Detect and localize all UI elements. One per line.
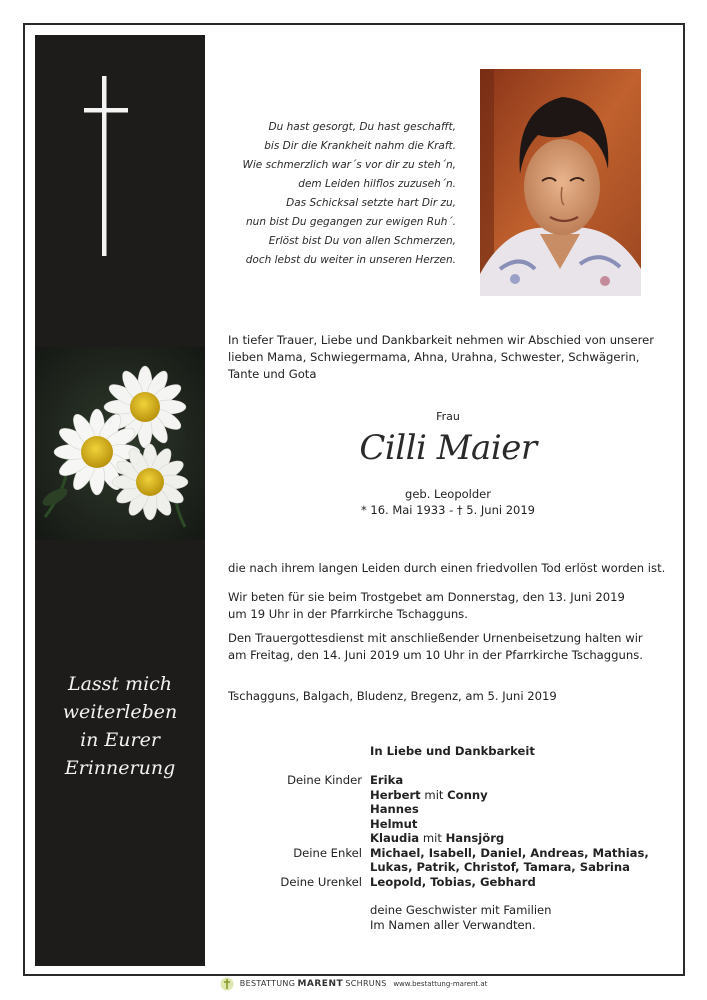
poem	[226, 118, 456, 270]
kinder-label: Deine Kinder	[287, 773, 362, 787]
poem-line: nun bist Du gegangen zur ewigen Ruh´.	[246, 216, 456, 228]
footer-url[interactable]: www.bestattung-marent.at	[393, 980, 488, 988]
intro-line: lieben Mama, Schwiegermama, Ahna, Urahna, Schwester, Schwägerin,	[228, 350, 640, 364]
death-note	[228, 560, 668, 577]
footer	[0, 976, 707, 992]
life-dates: * 16. Mai 1933 - † 5. Juni 2019	[360, 503, 536, 517]
footer-town: SCHRUNS	[345, 979, 387, 988]
footer-brand: MARENT	[297, 979, 344, 989]
intro-line: Tante und Gota	[228, 367, 317, 381]
band-quote-line: in Eurer	[80, 729, 160, 751]
prayer-line: um 19 Uhr in der Pfarrkirche Tschagguns.	[228, 607, 468, 621]
closing-line: Im Namen aller Verwandten.	[370, 917, 536, 932]
prayer-line: Wir beten für sie beim Trostgebet am Donnerstag, den 13. Juni 2019	[228, 590, 625, 604]
prayer-paragraph	[228, 589, 668, 623]
death-note-line: die nach ihrem langen Leiden durch einen friedvollen Tod erlöst worden ist.	[228, 561, 666, 575]
poem-line: bis Dir die Krankheit nahm die Kraft.	[264, 140, 456, 152]
list-item: Lukas, Patrik, Christof, Tamara, Sabrina	[370, 860, 630, 874]
band-quote-line: Lasst mich	[67, 673, 173, 695]
family-heading: In Liebe und Dankbarkeit	[370, 744, 535, 758]
band-quote-line: Erinnerung	[64, 757, 176, 779]
place-date-line: Tschagguns, Balgach, Bludenz, Bregenz, am 5. Juni 2019	[228, 689, 557, 703]
intro-paragraph	[228, 332, 668, 383]
enkel-label: Deine Enkel	[293, 845, 362, 860]
footer-prefix: BESTATTUNG	[239, 979, 296, 988]
intro-line: In tiefer Trauer, Liebe und Dankbarkeit nehmen wir Abschied von unserer	[228, 333, 654, 347]
list-item: Klaudia mit Hansjörg	[370, 831, 505, 845]
closing-line: deine Geschwister mit Familien	[370, 903, 552, 917]
poem-line: dem Leiden hilflos zuzuseh´n.	[298, 178, 456, 190]
deceased-name: Cilli Maier	[359, 428, 537, 468]
list-item: Herbert mit Conny	[370, 787, 488, 802]
list-item: Erika	[370, 773, 404, 787]
service-line: Den Trauergottesdienst mit anschließender Urnenbeisetzung halten wir	[228, 631, 643, 645]
cross-icon	[84, 76, 128, 256]
birth-name: geb. Leopolder	[405, 487, 491, 501]
list-item: Helmut	[370, 816, 418, 831]
poem-line: Erlöst bist Du von allen Schmerzen,	[268, 235, 456, 247]
salutation: Frau	[436, 410, 460, 423]
poem-line: Das Schicksal setzte hart Dir zu,	[286, 197, 456, 209]
service-paragraph	[228, 630, 668, 664]
marent-logo-icon	[220, 977, 234, 991]
band-quote-line: weiterleben	[62, 701, 178, 723]
list-item: Hannes	[370, 802, 419, 816]
poem-line: Du hast gesorgt, Du hast geschafft,	[268, 121, 456, 133]
urenkel-label: Deine Urenkel	[280, 874, 362, 889]
list-item: Michael, Isabell, Daniel, Andreas, Mathias,	[370, 845, 649, 860]
poem-line: Wie schmerzlich war´s vor dir zu steh´n,	[242, 159, 456, 171]
portrait-photo	[480, 69, 641, 296]
service-line: am Freitag, den 14. Juni 2019 um 10 Uhr in der Pfarrkirche Tschagguns.	[228, 648, 643, 662]
poem-line: doch lebst du weiter in unseren Herzen.	[245, 254, 456, 266]
list-item: Leopold, Tobias, Gebhard	[370, 874, 536, 889]
daisy-flowers-image	[35, 347, 205, 540]
place-date	[228, 688, 668, 705]
band-quote	[35, 670, 205, 782]
